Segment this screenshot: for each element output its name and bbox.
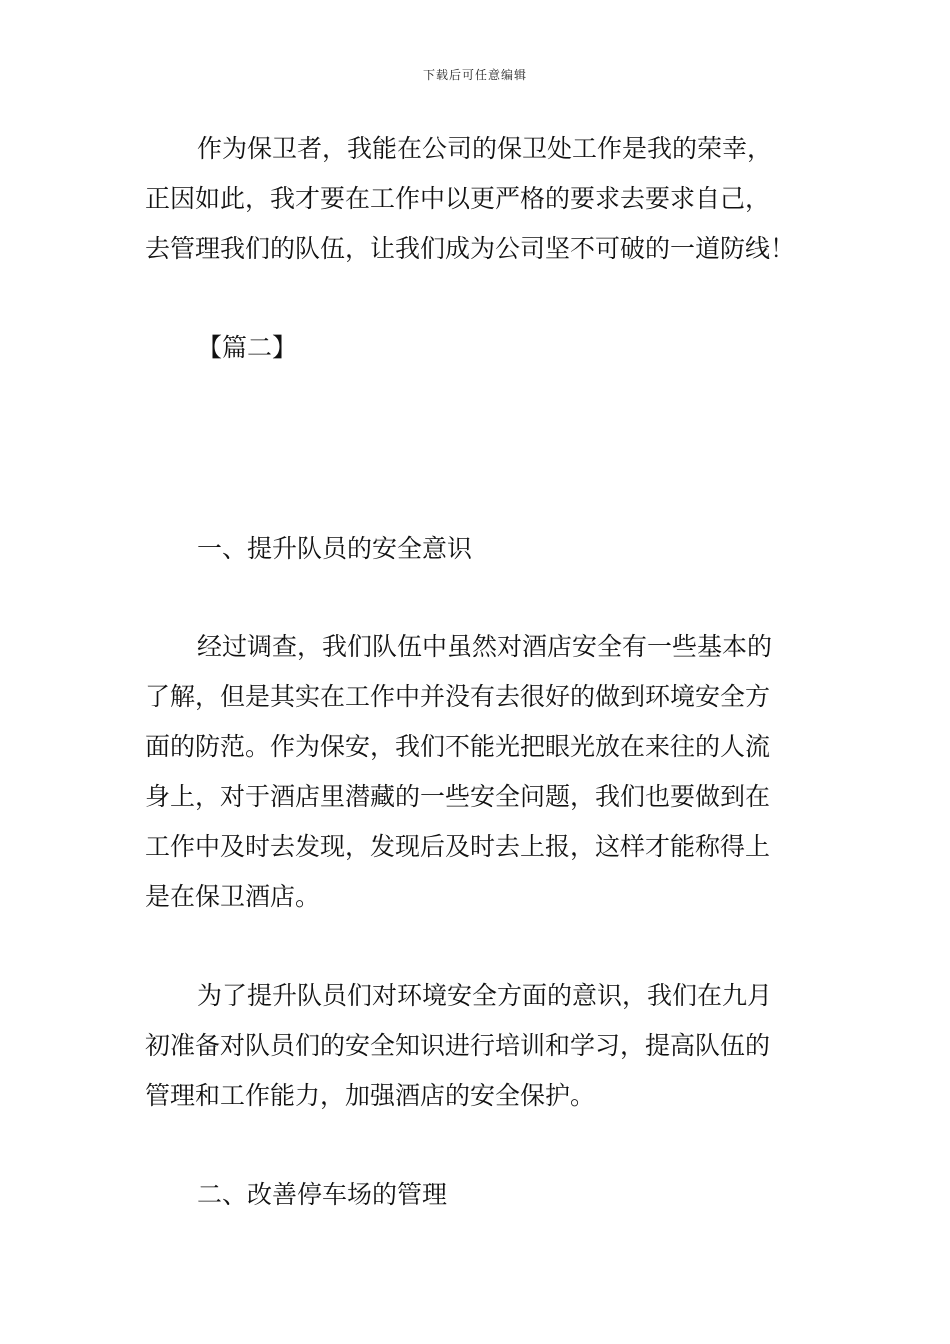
paragraph-line: 为了提升队员们对环境安全方面的意识，我们在九月 (197, 981, 773, 1010)
paragraph-line: 去管理我们的队伍，让我们成为公司坚不可破的一道防线！ (145, 234, 796, 263)
paragraph-2 (145, 622, 810, 922)
paragraph-line: 管理和工作能力，加强酒店的安全保护。 (145, 1081, 596, 1110)
paragraph-line: 正因如此，我才要在工作中以更严格的要求去要求自己， (145, 184, 771, 213)
section-heading: 一、提升队员的安全意识 (197, 534, 473, 563)
paragraph-line: 经过调查，我们队伍中虽然对酒店安全有一些基本的 (197, 632, 773, 661)
paragraph-line: 面的防范。作为保安，我们不能光把眼光放在来往的人流 (145, 732, 771, 761)
paragraph-line: 初准备对队员们的安全知识进行培训和学习，提高队伍的 (145, 1031, 771, 1060)
paragraph-3 (145, 971, 810, 1121)
paragraph-line: 身上，对于酒店里潜藏的一些安全问题，我们也要做到在 (145, 782, 771, 811)
paragraph-line: 作为保卫者，我能在公司的保卫处工作是我的荣幸， (197, 134, 773, 163)
paragraph-line: 了解，但是其实在工作中并没有去很好的做到环境安全方 (145, 682, 771, 711)
heading-1-block (145, 524, 810, 574)
paragraph-line: 工作中及时去发现，发现后及时去上报，这样才能称得上 (145, 832, 771, 861)
section-heading: 二、改善停车场的管理 (197, 1180, 448, 1209)
section-marker: 【篇二】 (197, 333, 298, 362)
paragraph-line: 是在保卫酒店。 (145, 882, 321, 911)
heading-2-block (145, 1170, 810, 1220)
paragraph-1 (145, 124, 810, 274)
header-note: 下载后可任意编辑 (422, 68, 527, 82)
section-marker-block (145, 323, 810, 373)
